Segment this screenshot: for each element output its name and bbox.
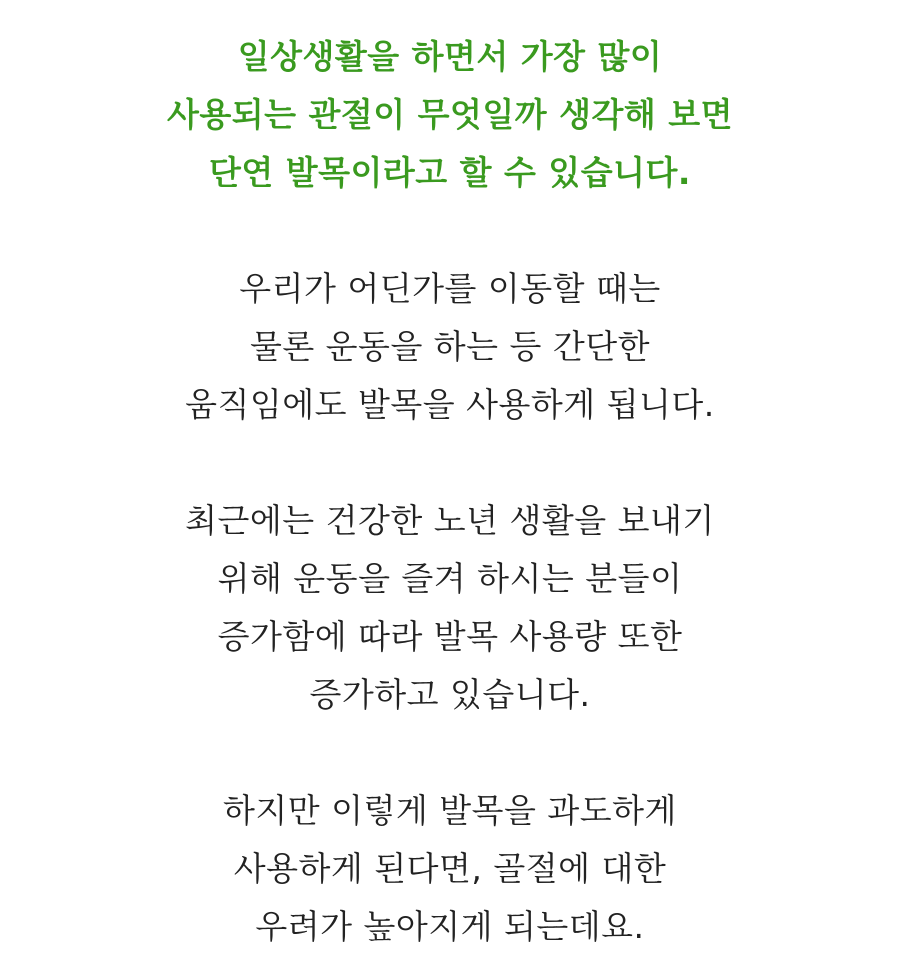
lead-line: 사용되는 관절이 무엇일까 생각해 보면 xyxy=(166,95,733,134)
body-line: 위해 운동을 즐겨 하시는 분들이 xyxy=(217,559,683,598)
body-paragraph xyxy=(0,492,900,724)
body-line: 최근에는 건강한 노년 생활을 보내기 xyxy=(185,501,715,540)
lead-line: 일상생활을 하면서 가장 많이 xyxy=(237,37,663,76)
body-line: 물론 운동을 하는 등 간단한 xyxy=(249,327,651,366)
lead-line: 단연 발목이라고 할 수 있습니다. xyxy=(209,153,691,192)
body-line: 우리가 어딘가를 이동할 때는 xyxy=(239,269,661,308)
lead-paragraph xyxy=(0,28,900,202)
body-line: 하지만 이렇게 발목을 과도하게 xyxy=(223,791,677,830)
body-line: 증가하고 있습니다. xyxy=(309,675,591,714)
body-paragraph xyxy=(0,260,900,434)
body-paragraph xyxy=(0,782,900,956)
body-line: 우려가 높아지게 되는데요. xyxy=(255,907,645,946)
body-line: 움직임에도 발목을 사용하게 됩니다. xyxy=(185,385,715,424)
body-line: 사용하게 된다면, 골절에 대한 xyxy=(233,849,667,888)
body-line: 증가함에 따라 발목 사용량 또한 xyxy=(217,617,683,656)
